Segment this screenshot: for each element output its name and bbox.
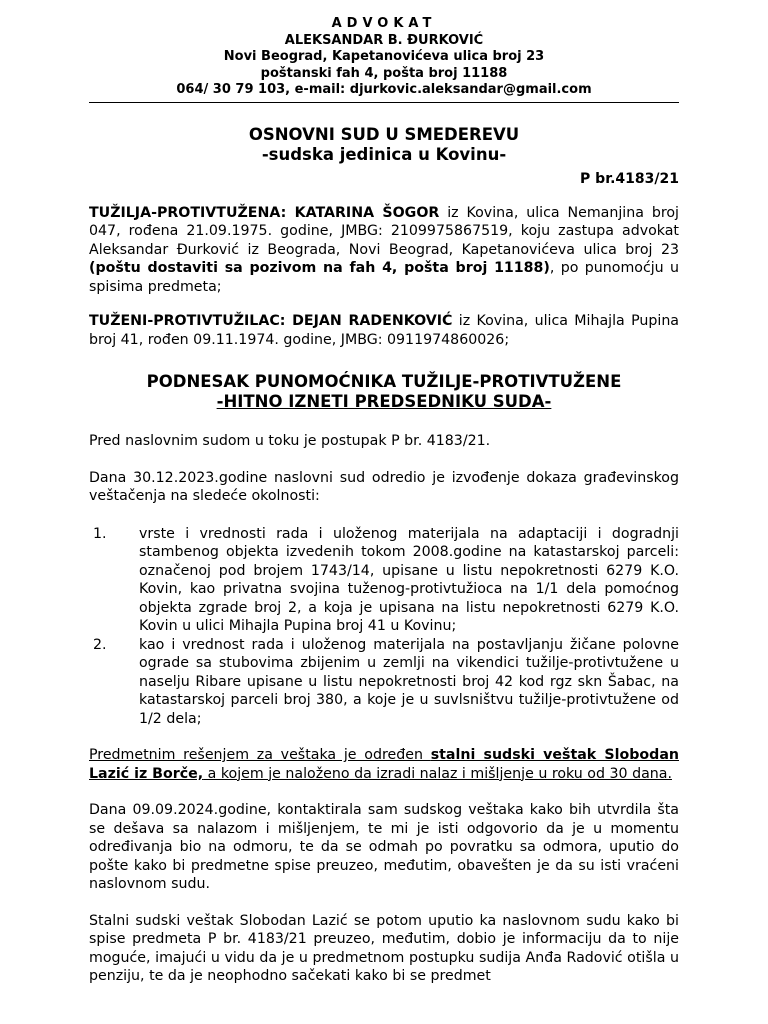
- submission-title: [89, 372, 679, 412]
- plaintiff-postal-note: (poštu dostaviti sa pozivom na fah 4, pošta broj 11188): [89, 260, 550, 276]
- body-paragraph-5: Stalni sudski veštak Slobodan Lazić se potom uputio ka naslovnom sudu kako bi spise predmeta P br. 4183/21 preuzeo, međutim, dobio je informaciju da to nije moguće, imajući u vidu da je u predmetnom postupku sudija Anđa Radović otišla u penziju, te da je neophodno sačekati kako bi se predmet: [89, 912, 679, 984]
- submission-title-line: PODNESAK PUNOMOĆNIKA TUŽILJE-PROTIVTUŽENE: [146, 372, 622, 391]
- office-address: Novi Beograd, Kapetanovićeva ulica broj 23: [223, 49, 545, 64]
- body-paragraph-4: Dana 09.09.2024.godine, kontaktirala sam sudskog veštaka kako bih utvrdila šta se dešava sa nalazom i mišljenjem, te mi je isti odgovorio da je u momentu određivanja bio na odmoru, te da se odmah po povratku sa odmora, uputio do pošte kako bi predmetne spise preuzeo, međutim, obavešten je da su isti vraćeni naslovnom sudu.: [89, 802, 679, 892]
- letterhead-divider: [89, 102, 679, 103]
- plaintiff-details: iz Kovina, ulica Nemanjina broj 047, rođena 21.09.1975. godine, JMBG: 2109975867519, koju zastupa advokat Aleksandar Đurković iz Beograda, Novi Beograd, Kapetanovićeva ulica broj 23: [89, 204, 679, 258]
- court-unit: -sudska jedinica u Kovinu-: [261, 144, 507, 164]
- expert-deadline: a kojem je naloženo da izradi nalaz i mišljenje u roku od 30 dana.: [203, 765, 672, 782]
- list-item: 2. kao i vrednost rada i uloženog materijala na postavljanju žičane polovne ograde sa stubovima zbijenim u zemlji na vikendici tužilje-protivtužene u naselju Ribare upisane u listu nepokretnosti broj 42 kod rgz skn Šabac, na katastarskoj parceli broj 380, a koje je u suvlsništvu tužilje-protivtužene od 1/2 dela;: [111, 636, 679, 729]
- case-number: P br.4183/21: [580, 170, 679, 187]
- letterhead: [89, 16, 679, 99]
- expert-intro: Predmetnim rešenjem za veštaka je određen: [89, 747, 431, 763]
- plaintiff-paragraph: [89, 204, 679, 297]
- defendant-paragraph: [89, 312, 679, 349]
- letterhead-title: ADVOKAT: [331, 16, 437, 31]
- defendant-label: TUŽENI-PROTIVTUŽILAC: DEJAN RADENKOVIĆ: [89, 313, 453, 329]
- list-item: 1. vrste i vrednosti rada i uloženog materijala na adaptaciji i dogradnji stambenog objekta izvedenih tokom 2008.godine na katastarskoj parceli: označenoj pod brojem 1743/14, upisane u listu nepokretnosti 6279 K.O. Kovin, kao privatna svojina tuženog-protivtužioca na 1/1 dela pomoćnog objekta zgrade broj 2, a koja je upisana na listu nepokretnosti 6279 K.O. Kovin u ulici Mihajla Pupina broj 41 u Kovinu;: [111, 525, 679, 636]
- plaintiff-proxy: , po punomoćju u spisima predmeta;: [89, 260, 680, 295]
- urgent-note: -HITNO IZNETI PREDSEDNIKU SUDA-: [216, 392, 552, 411]
- circumstances-list: [89, 525, 679, 729]
- body-paragraph-1: Pred naslovnim sudom u toku je postupak P br. 4183/21.: [89, 433, 491, 449]
- court-heading: [89, 125, 679, 165]
- body-paragraph-3: [89, 746, 679, 783]
- postal-box: poštanski fah 4, pošta broj 11188: [260, 65, 508, 81]
- body-paragraph-2: Dana 30.12.2023.godine naslovni sud odredio je izvođenje dokaza građevinskog veštačenja na sledeće okolnosti:: [89, 469, 679, 504]
- plaintiff-label: TUŽILJA-PROTIVTUŽENA: KATARINA ŠOGOR: [89, 204, 440, 221]
- defendant-details: iz Kovina, ulica Mihajla Pupina broj 41, rođen 09.11.1974. godine, JMBG: 0911974860026;: [89, 313, 680, 348]
- lawyer-name: ALEKSANDAR B. ĐURKOVIĆ: [284, 32, 484, 48]
- contact-info: 064/ 30 79 103, e-mail: djurkovic.aleksandar@gmail.com: [176, 82, 592, 97]
- expert-name: stalni sudski veštak Slobodan Lazić iz Borče,: [89, 747, 679, 782]
- court-name: OSNOVNI SUD U SMEDEREVU: [248, 124, 520, 144]
